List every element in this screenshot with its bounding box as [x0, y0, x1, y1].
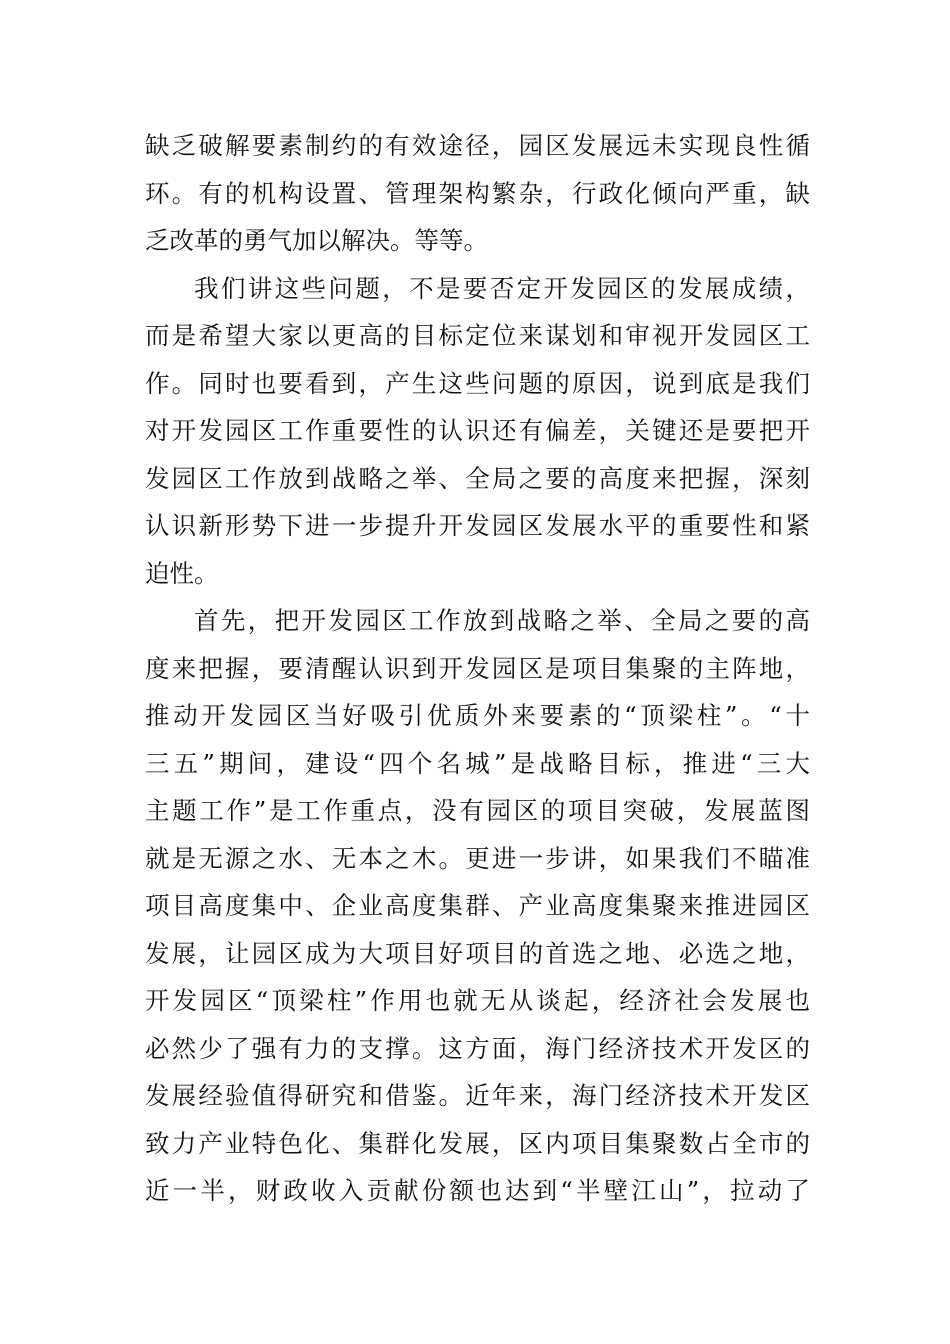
paragraph-first-line: 首先，把开发园区工作放到战略之举、全局之要的高	[194, 606, 810, 635]
text-line: 主题工作”是工作重点，没有园区的项目突破，发展蓝图	[145, 796, 810, 825]
text-line: 作。同时也要看到，产生这些问题的原因，说到底是我们	[145, 368, 810, 398]
text-line: 发园区工作放到战略之举、全局之要的高度来把握，深刻	[145, 463, 810, 493]
text-line: 就是无源之水、无本之木。更进一步讲，如果我们不瞄准	[145, 843, 810, 873]
text-line: 推动开发园区当好吸引优质外来要素的“顶梁柱”。“十	[145, 701, 810, 730]
document-body	[145, 122, 810, 1215]
text-line: 迫性。	[145, 558, 219, 588]
text-line: 三五”期间，建设“四个名城”是战略目标，推进“三大	[145, 748, 810, 778]
text-line: 环。有的机构设置、管理架构繁杂，行政化倾向严重，缺	[145, 178, 810, 208]
text-line: 发展，让园区成为大项目好项目的首选之地、必选之地，	[145, 938, 810, 968]
text-line: 必然少了强有力的支撑。这方面，海门经济技术开发区的	[145, 1033, 810, 1063]
text-line: 认识新形势下进一步提升开发园区发展水平的重要性和紧	[145, 511, 810, 540]
text-line: 对开发园区工作重要性的认识还有偏差，关键还是要把开	[145, 416, 810, 445]
text-line: 开发园区“顶梁柱”作用也就无从谈起，经济社会发展也	[145, 986, 810, 1015]
text-line: 缺乏破解要素制约的有效途径，园区发展远未实现良性循	[145, 131, 810, 160]
text-line: 度来把握，要清醒认识到开发园区是项目集聚的主阵地，	[145, 653, 810, 683]
text-line: 而是希望大家以更高的目标定位来谋划和审视开发园区工	[145, 321, 810, 350]
text-line: 致力产业特色化、集群化发展，区内项目集聚数占全市的	[145, 1128, 810, 1158]
text-line: 近一半，财政收入贡献份额也达到“半壁江山”，拉动了	[145, 1176, 810, 1205]
paragraph-first-line: 我们讲这些问题，不是要否定开发园区的发展成绩，	[194, 273, 810, 303]
text-line: 项目高度集中、企业高度集群、产业高度集聚来推进园区	[145, 891, 810, 920]
text-line: 发展经验值得研究和借鉴。近年来，海门经济技术开发区	[145, 1081, 810, 1110]
text-line: 乏改革的勇气加以解决。等等。	[145, 226, 488, 255]
